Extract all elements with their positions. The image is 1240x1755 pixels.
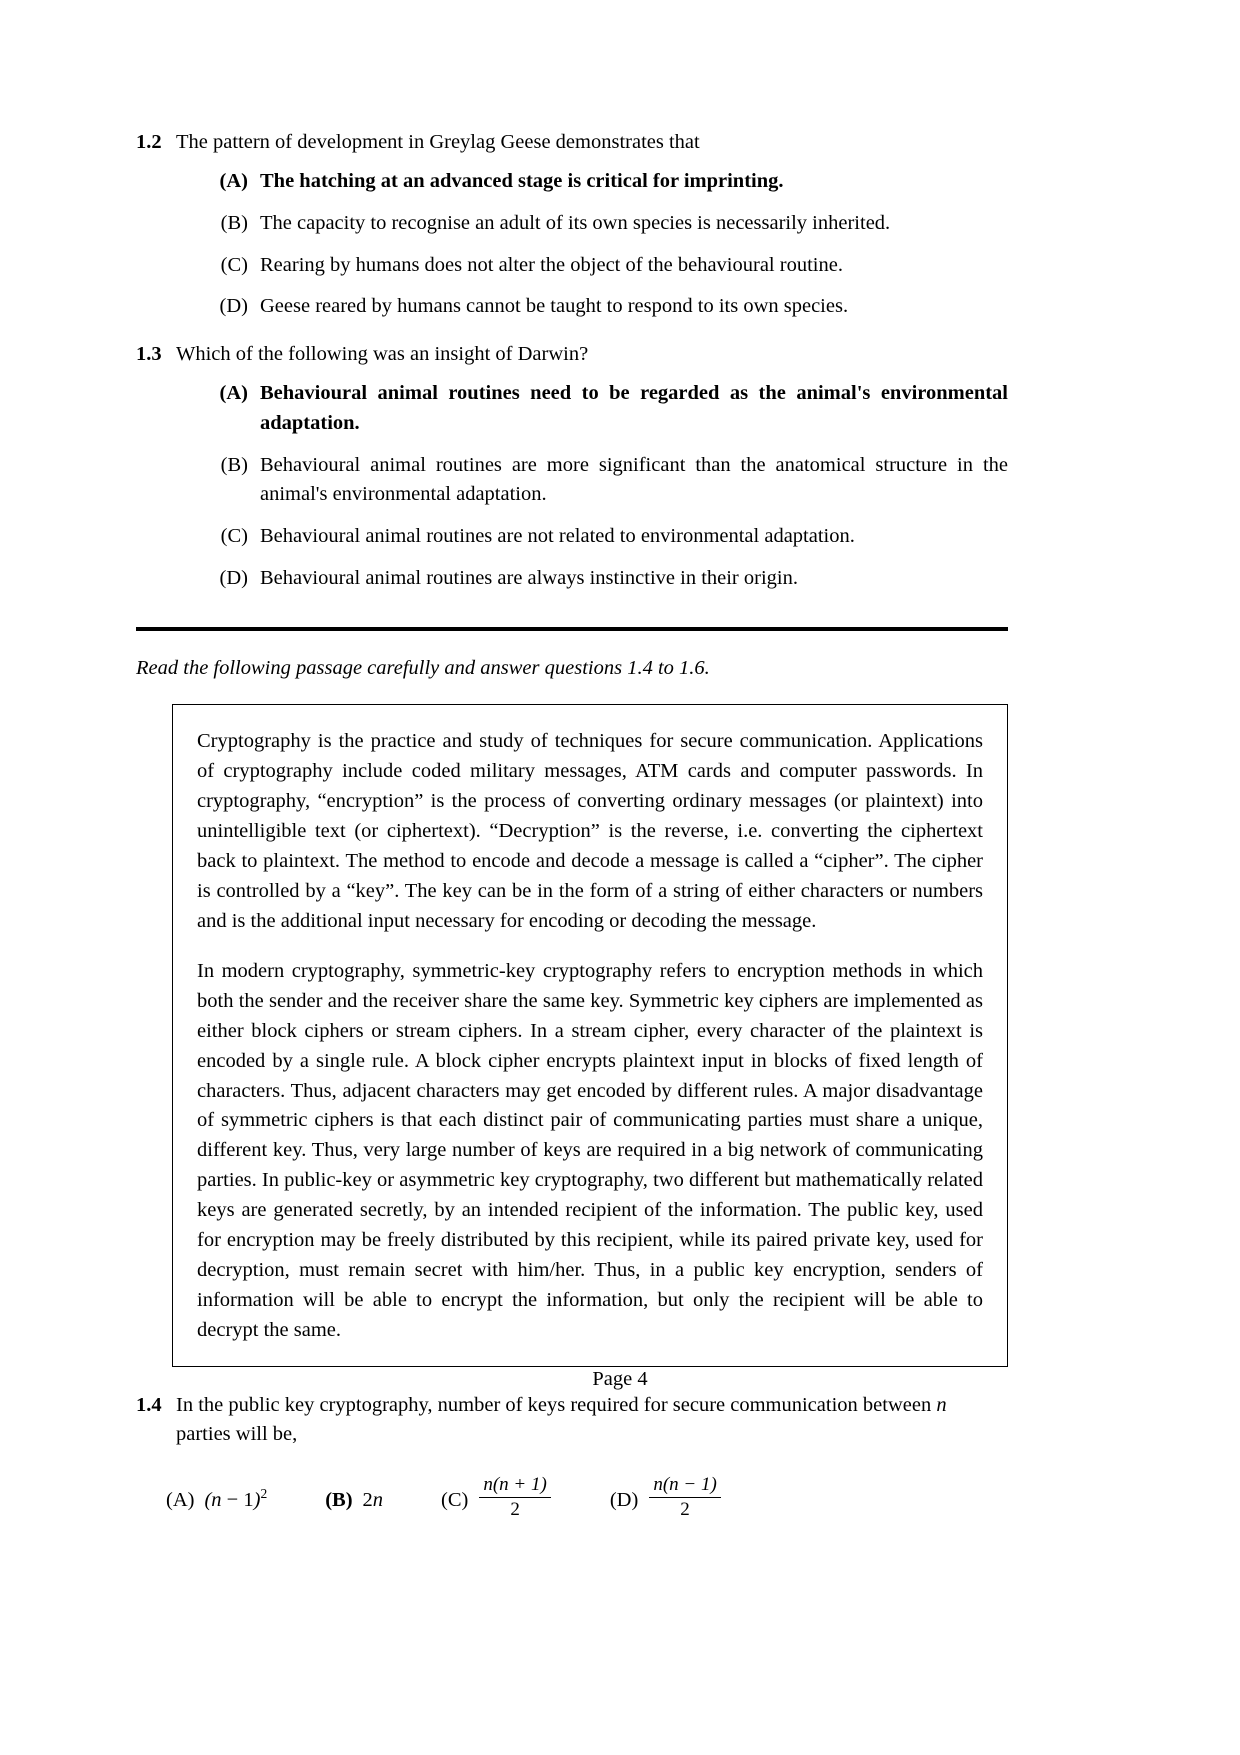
option-expression-b: 2n [362,1489,384,1512]
page-footer: Page 4 [592,1368,648,1390]
option-text-c: Behavioural animal routines are not related to environmental adaptation. [260,524,855,547]
question-block-1-2 [136,128,1008,322]
option-text-a: Behavioural animal routines need to be regarded as the animal's environmental adaptation. [260,382,1008,434]
question-stem-1-2 [136,128,1008,157]
question-text-1-3: Which of the following was an insight of Darwin? [176,342,589,365]
section-divider-rule [136,627,1008,631]
fraction-d [649,1475,720,1521]
fraction-denominator-c: 2 [479,1497,550,1521]
option-expression-a: $(n - 1)^2$ [204,1486,268,1512]
option-label-b: (B) [220,211,248,234]
question-text-1-4 [176,1391,1008,1449]
question-number-1-3: 1.3 [136,342,162,365]
question-block-1-4 [136,1391,1008,1520]
option-1-3-d[interactable] [136,564,1008,594]
question-number-1-2: 1.2 [136,131,162,153]
option-expression-c [478,1467,551,1520]
option-text-d: Geese reared by humans cannot be taught to respond to its own species. [260,295,849,318]
passage-paragraph-1: Cryptography is the practice and study of techniques for secure communication. Applications of cryptography include coded military messages, ATM cards and computer passwords. In cryptography, “encryption” is the process of converting ordinary messages (or plaintext) into unintelligible text (or ciphertext). “Decryption” is the reverse, i.e. converting the ciphertext back to plaintext. The method to encode and decode a message is called a “cipher”. The cipher is controlled by a “key”. The key can be in the form of a string of either characters or numbers and is the additional input necessary for encoding or decoding the message. [197,730,983,932]
question-text-1-4-line1: In the public key cryptography, number of keys required for secure communication between [176,1393,932,1416]
passage-box [172,704,1008,1366]
passage-instruction: Read the following passage carefully and answer questions 1.4 to 1.6. [136,657,710,680]
option-label-c: (C) [220,524,248,547]
option-1-2-b[interactable] [136,209,1008,239]
option-label-c: (C) [220,253,248,276]
option-1-3-a[interactable] [136,379,1008,438]
option-1-2-a[interactable] [136,167,1008,197]
option-label-c: (C) [441,1489,469,1512]
option-label-b: (B) [220,453,248,476]
option-text-b: Behavioural animal routines are more significant than the anatomical structure in the animal's environmental adaptation. [260,453,1008,506]
question-variable-n: n [936,1393,947,1416]
option-text-d: Behavioural animal routines are always instinctive in their origin. [260,566,798,589]
option-label-b: (B) [325,1489,353,1512]
fraction-numerator-c: n(n + 1) [483,1474,547,1496]
option-text-a: The hatching at an advanced stage is critical for imprinting. [260,170,784,193]
option-expression-d [648,1467,721,1520]
question-block-1-3 [136,340,1008,593]
option-label-d: (D) [219,566,248,589]
option-1-2-d[interactable] [136,292,1008,322]
option-1-3-b[interactable] [136,451,1008,510]
option-label-d: (D) [219,295,248,318]
fraction-c [479,1475,550,1521]
fraction-denominator-d: 2 [649,1497,720,1521]
option-1-4-a[interactable] [166,1486,267,1512]
options-list-1-4 [136,1467,1008,1520]
question-number-1-4: 1.4 [136,1393,162,1416]
option-1-4-b[interactable] [325,1488,383,1513]
options-list-1-3 [136,379,1008,593]
option-1-4-c[interactable] [441,1467,552,1520]
option-text-b: The capacity to recognise an adult of its own species is necessarily inherited. [260,211,891,234]
question-text-1-4-line2: parties will be, [176,1422,298,1445]
question-stem-1-4 [136,1391,1008,1449]
page-content [136,128,1008,1519]
option-text-c: Rearing by humans does not alter the object of the behavioural routine. [260,253,843,276]
option-1-3-c[interactable] [136,522,1008,552]
question-text-1-2: The pattern of development in Greylag Geese demonstrates that [176,131,700,153]
fraction-numerator-d: n(n − 1) [653,1474,717,1496]
passage-paragraph-2: In modern cryptography, symmetric-key cryptography refers to encryption methods in which both the sender and the receiver share the same key. Symmetric key ciphers are implemented as either block ciphers or stream ciphers. In a stream cipher, every character of the plaintext is encoded by a single rule. A block cipher encrypts plaintext input in blocks of fixed length of characters. Thus, adjacent characters may get encoded by different rules. A major disadvantage of symmetric ciphers is that each distinct pair of communicating parties must share a unique, different key. Thus, very large number of keys are required in a big network of communicating parties. In public-key or asymmetric key cryptography, two different but mathematically related keys are generated secretly, by an intended recipient of the information. The public key, used for encryption may be freely distributed by this recipient, while its paired private key, used for decryption, must remain secret with him/her. Thus, in a public key encryption, senders of information will be able to encrypt the information, but only the recipient will be able to decrypt the same. [197,959,983,1341]
option-label-d: (D) [609,1489,639,1512]
option-label-a: (A) [219,170,248,193]
option-1-4-d[interactable] [609,1467,722,1520]
option-label-a: (A) [219,382,248,405]
question-stem-1-3 [136,340,1008,369]
option-1-2-c[interactable] [136,251,1008,281]
options-list-1-2 [136,167,1008,322]
option-label-a: (A) [166,1489,195,1512]
